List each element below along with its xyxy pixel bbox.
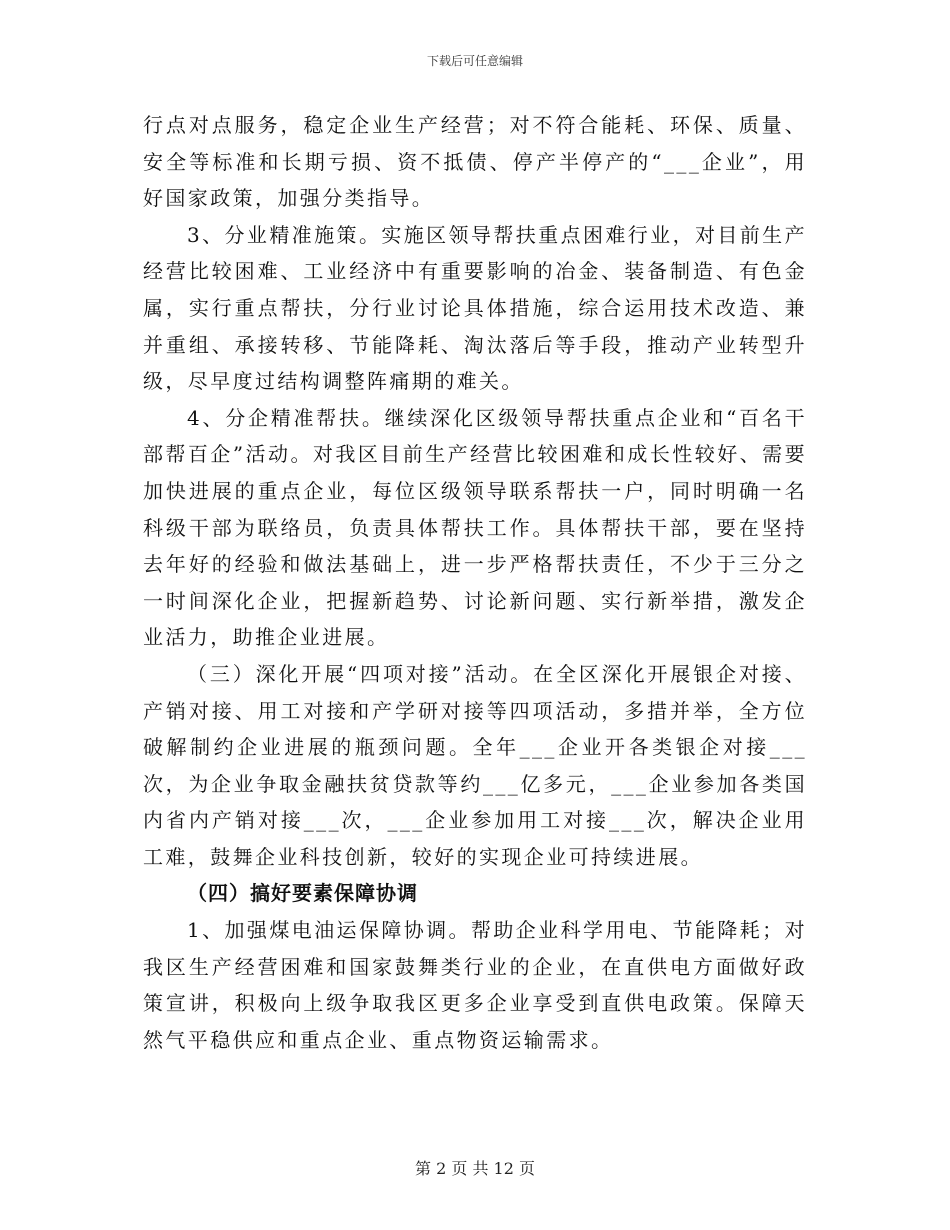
paragraph-item-3: 3、分业精准施策。实施区领导帮扶重点困难行业，对目前生产经营比较困难、工业经济中有重要影响的冶金、装备制造、有色金属，实行重点帮扶，分行业讨论具体措施，综合运用技术改造、兼并重组、承接转移、节能降耗、淘汰落后等手段，推动产业转型升级，尽早度过结构调整阵痛期的难关。 [143,222,807,394]
paragraph-continuation: 行点对点服务，稳定企业生产经营；对不符合能耗、环保、质量、安全等标准和长期亏损、资不抵债、停产半停产的“___企业”，用好国家政策，加强分类指导。 [143,113,807,211]
document-body [143,107,807,1058]
page-number: 第 2 页 共 12 页 [415,1159,535,1178]
paragraph-item-1: 1、加强煤电油运保障协调。帮助企业科学用电、节能降耗；对我区生产经营困难和国家鼓舞类行业的企业，在直供电方面做好政策宣讲，积极向上级争取我区更多企业享受到直供电政策。保障天然气平稳供应和重点企业、重点物资运输需求。 [143,918,807,1052]
paragraph-section-3: （三）深化开展“四项对接”活动。在全区深化开展银企对接、产销对接、用工对接和产学研对接等四项活动，多措并举，全方位破解制约企业进展的瓶颈问题。全年___企业开各类银企对接___次，为企业争取金融扶贫贷款等约___亿多元，___企业参加各类国内省内产销对接___次，___企业参加用工对接___次，解决企业用工难，鼓舞企业科技创新，较好的实现企业可持续进展。 [143,661,807,869]
page-header-note: 下载后可任意编辑 [426,54,523,68]
paragraph-item-4: 4、分企精准帮扶。继续深化区级领导帮扶重点企业和“百名干部帮百企”活动。对我区目前生产经营比较困难和成长性较好、需要加快进展的重点企业，每位区级领导联系帮扶一户，同时明确一名科级干部为联络员，负责具体帮扶工作。具体帮扶干部，要在坚持去年好的经验和做法基础上，进一步严格帮扶责任，不少于三分之一时间深化企业，把握新趋势、讨论新问题、实行新举措，激发企业活力，助推企业进展。 [143,405,807,650]
section-heading-4: （四）搞好要素保障协调 [187,881,418,906]
